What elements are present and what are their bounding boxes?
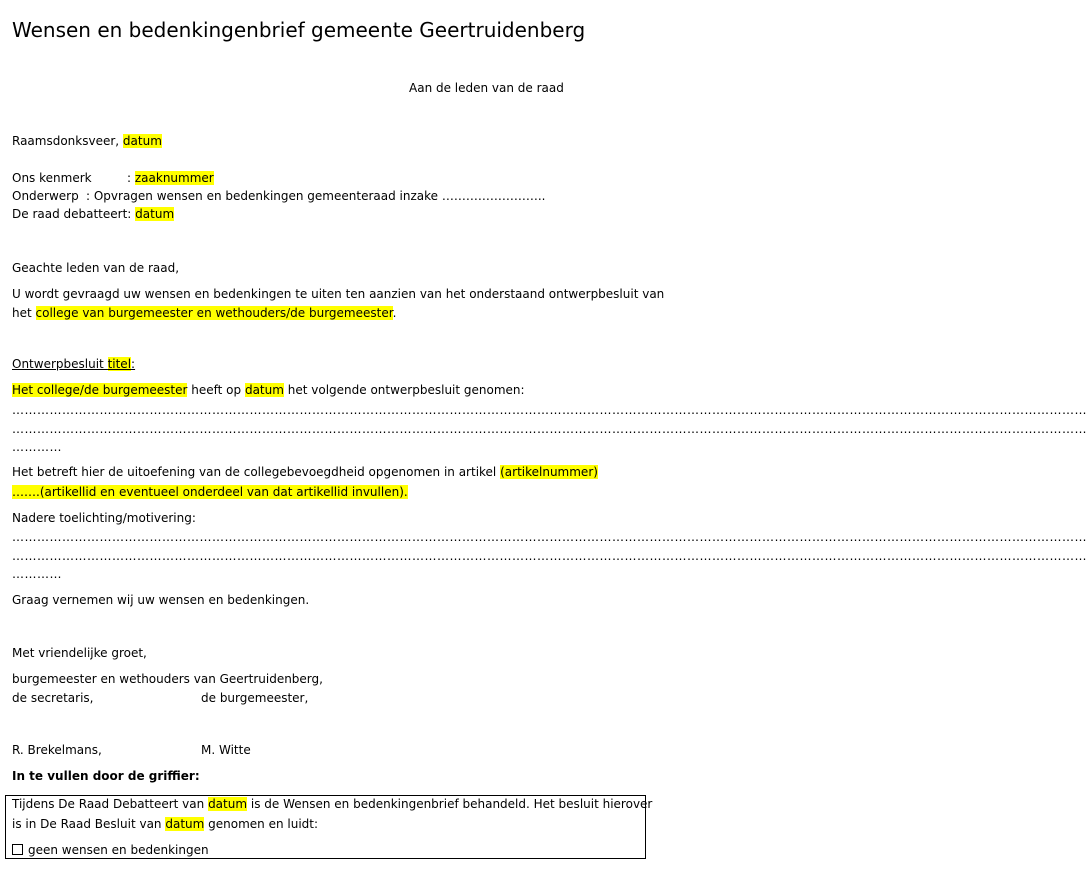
burgemeester-name: M. Witte bbox=[201, 743, 251, 757]
griffier-l2-b: genomen en luidt: bbox=[204, 817, 319, 831]
place-date bbox=[12, 133, 162, 150]
ontwerp-colon: : bbox=[131, 357, 136, 371]
dots-line: …………………………………………………………………………………………………………………………………………………………………………………………………………………………………… bbox=[12, 530, 1087, 544]
burgemeester-role: de burgemeester, bbox=[201, 691, 309, 705]
griffier-label: In te vullen door de griffier: bbox=[12, 769, 200, 783]
toelichting-label: Nadere toelichting/motivering: bbox=[12, 511, 196, 525]
besluit-rest: het volgende ontwerpbesluit genomen: bbox=[283, 383, 525, 397]
addressee: Aan de leden van de raad bbox=[409, 81, 564, 95]
place: Raamsdonksveer, bbox=[12, 134, 123, 148]
onderwerp-text: : Opvragen wensen en bedenkingen gemeenteraad inzake …………………….. bbox=[86, 189, 546, 203]
betreft-prefix: Het betreft hier de uitoefening van de collegebevoegdheid opgenomen in artikel bbox=[12, 465, 501, 479]
checkbox-row[interactable] bbox=[12, 842, 209, 859]
checkbox-icon[interactable] bbox=[12, 844, 23, 855]
dots-line: …………………………………………………………………………………………………………………………………………………………………………………………………………………………………… bbox=[12, 403, 1087, 417]
griffier-l1-b: is de Wensen en bedenkingenbrief behandeld. Het besluit hierover bbox=[247, 797, 653, 811]
debat-line bbox=[12, 206, 174, 223]
zaaknummer-placeholder: zaaknummer bbox=[134, 171, 214, 185]
besluit-mid: heeft op bbox=[187, 383, 245, 397]
kenmerk-line bbox=[12, 170, 92, 187]
dots-line: …………………………………………………………………………………………………………………………………………………………………………………………………………………………………… bbox=[12, 422, 1087, 436]
intro-suffix: . bbox=[392, 306, 397, 320]
signers-intro: burgemeester en wethouders van Geertruidenberg, bbox=[12, 672, 323, 686]
besluit-line bbox=[12, 382, 525, 399]
dots-line: …………………………………………………………………………………………………………………………………………………………………………………………………………………………………… bbox=[12, 549, 1087, 563]
document-title: Wensen en bedenkingenbrief gemeente Geertruidenberg bbox=[12, 18, 586, 42]
onderwerp-label: Onderwerp bbox=[12, 189, 79, 203]
artikelnummer-placeholder: (artikelnummer) bbox=[500, 465, 598, 479]
intro-line-1: U wordt gevraagd uw wensen en bedenkingen te uiten ten aanzien van het onderstaand ontwerpbesluit van bbox=[12, 287, 665, 301]
dots-short: ………… bbox=[12, 567, 62, 581]
betreft-line-1 bbox=[12, 464, 598, 481]
griffier-date-1: datum bbox=[208, 797, 248, 811]
debat-date-placeholder: datum bbox=[135, 207, 175, 221]
kenmerk-sep: : bbox=[127, 171, 135, 185]
griffier-date-2: datum bbox=[165, 817, 205, 831]
ontwerpbesluit-heading bbox=[12, 356, 135, 373]
artikellid-placeholder: …….(artikellid en eventueel onderdeel van dat artikellid invullen). bbox=[12, 485, 408, 499]
secretaris-name: R. Brekelmans, bbox=[12, 743, 102, 757]
salutation: Geachte leden van de raad, bbox=[12, 261, 180, 275]
dots-short: ………… bbox=[12, 440, 62, 454]
debat-label: De raad debatteert: bbox=[12, 207, 136, 221]
secretaris-role: de secretaris, bbox=[12, 691, 94, 705]
checkbox-label: geen wensen en bedenkingen bbox=[28, 843, 209, 857]
intro-prefix: het bbox=[12, 306, 36, 320]
date-placeholder: datum bbox=[122, 134, 162, 148]
griffier-line-1 bbox=[12, 796, 652, 813]
titel-placeholder: titel bbox=[107, 357, 132, 371]
besluit-date-placeholder: datum bbox=[244, 383, 284, 397]
kenmerk-label: Ons kenmerk bbox=[12, 171, 92, 185]
closing-request: Graag vernemen wij uw wensen en bedenkingen. bbox=[12, 593, 310, 607]
griffier-l2-a: is in De Raad Besluit van bbox=[12, 817, 166, 831]
college-placeholder-2: Het college/de burgemeester bbox=[12, 383, 188, 397]
betreft-line-2 bbox=[12, 484, 408, 501]
ontwerp-label: Ontwerpbesluit bbox=[12, 357, 108, 371]
college-placeholder: college van burgemeester en wethouders/de burgemeester bbox=[35, 306, 393, 320]
onderwerp-line bbox=[12, 188, 79, 205]
griffier-line-2 bbox=[12, 816, 318, 833]
greeting: Met vriendelijke groet, bbox=[12, 646, 147, 660]
intro-line-2 bbox=[12, 305, 396, 322]
kenmerk-value bbox=[127, 170, 214, 187]
griffier-l1-a: Tijdens De Raad Debatteert van bbox=[12, 797, 209, 811]
